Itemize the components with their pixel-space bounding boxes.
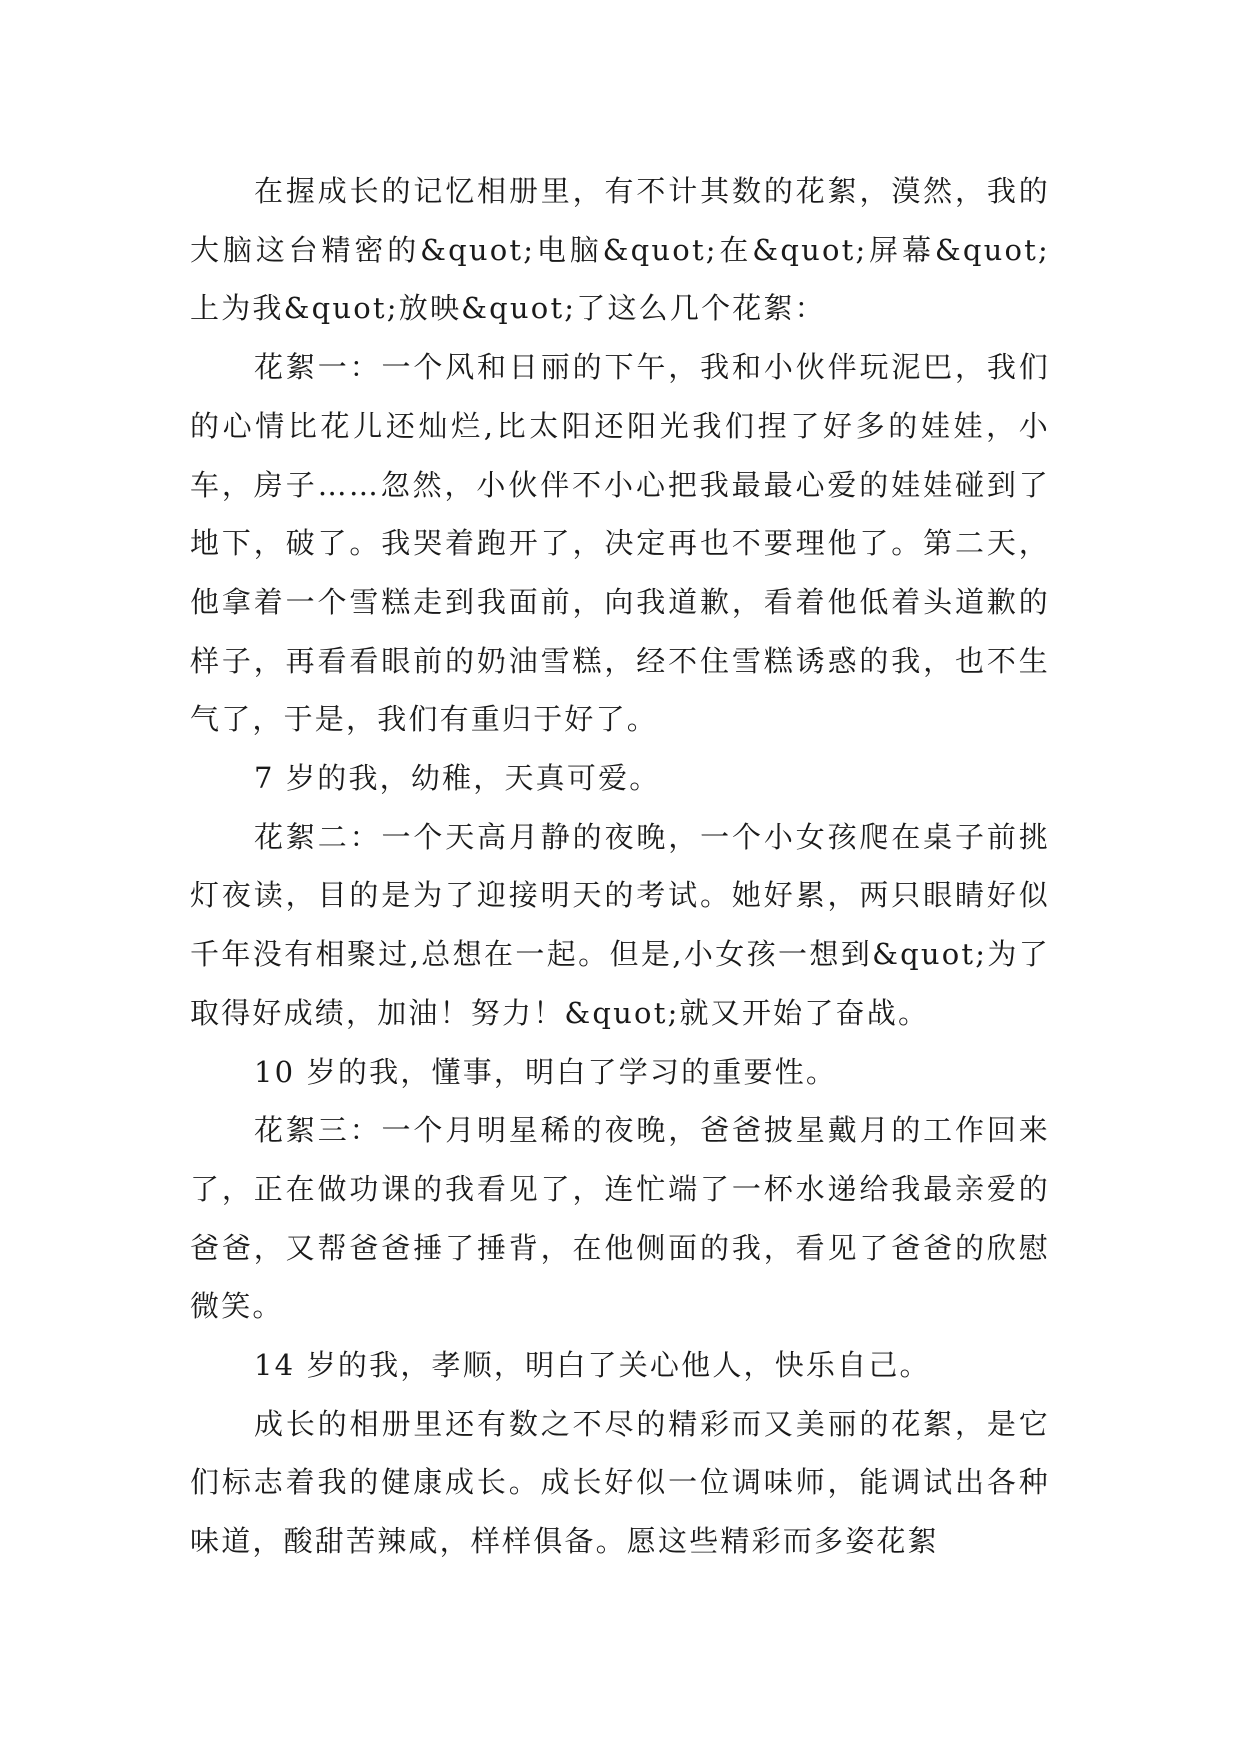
paragraph-highlight-two: 花絮二：一个天高月静的夜晚，一个小女孩爬在桌子前挑灯夜读，目的是为了迎接明天的考试。她好累，两只眼睛好似千年没有相聚过,总想在一起。但是,小女孩一想到&quot;为了取得好成绩，加油！努力！&quot;就又开始了奋战。 bbox=[190, 819, 1050, 1030]
paragraph-age-ten: 10 岁的我，懂事，明白了学习的重要性。 bbox=[254, 1054, 838, 1089]
paragraph-highlight-one: 花絮一：一个风和日丽的下午，我和小伙伴玩泥巴，我们的心情比花儿还灿烂,比太阳还阳光我们捏了好多的娃娃，小车，房子……忽然，小伙伴不小心把我最最心爱的娃娃碰到了地下，破了。我哭着跑开了，决定再也不要理他了。第二天，他拿着一个雪糕走到我面前，向我道歉，看着他低着头道歉的样子，再看看眼前的奶油雪糕，经不住雪糕诱惑的我，也不生气了，于是，我们有重归于好了。 bbox=[190, 350, 1050, 737]
document-body bbox=[190, 162, 1050, 1571]
paragraph-intro: 在握成长的记忆相册里，有不计其数的花絮，漠然，我的大脑这台精密的&quot;电脑&quot;在&quot;屏幕&quot;上为我&quot;放映&quot;了这么几个花絮： bbox=[190, 174, 1050, 326]
paragraph-highlight-three: 花絮三：一个月明星稀的夜晚，爸爸披星戴月的工作回来了，正在做功课的我看见了，连忙端了一杯水递给我最亲爱的爸爸，又帮爸爸捶了捶背，在他侧面的我，看见了爸爸的欣慰微笑。 bbox=[190, 1113, 1050, 1324]
paragraph-conclusion: 成长的相册里还有数之不尽的精彩而又美丽的花絮，是它们标志着我的健康成长。成长好似一位调味师，能调试出各种味道，酸甜苦辣咸，样样俱备。愿这些精彩而多姿花絮 bbox=[190, 1406, 1050, 1559]
paragraph-age-seven: 7 岁的我，幼稚，天真可爱。 bbox=[254, 761, 661, 796]
paragraph-age-fourteen: 14 岁的我，孝顺，明白了关心他人，快乐自己。 bbox=[254, 1348, 931, 1383]
